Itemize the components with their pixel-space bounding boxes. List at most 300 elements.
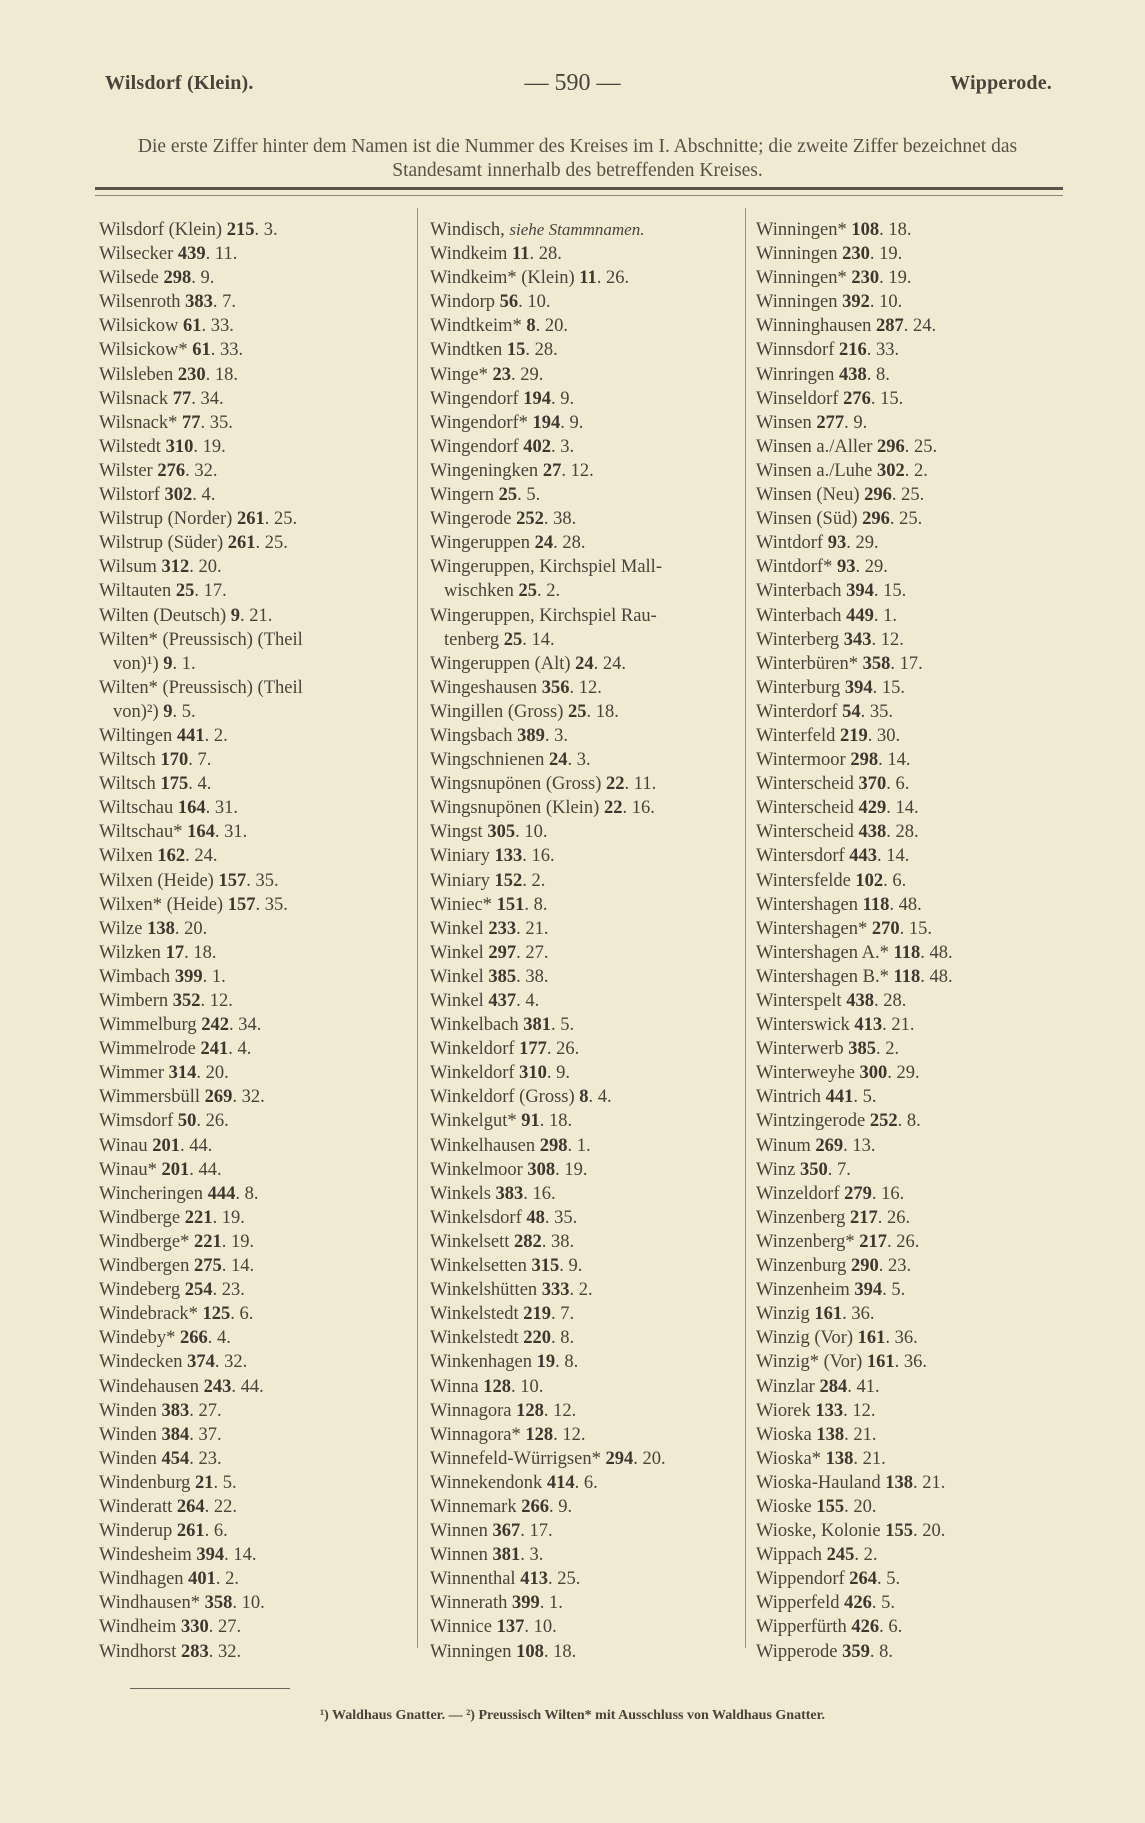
index-entry: Winseldorf 276. 15. bbox=[756, 388, 904, 409]
registry-office-number: 24 bbox=[194, 846, 213, 867]
place-name: Wintershagen B.* bbox=[756, 966, 889, 987]
place-name: Winiec* bbox=[430, 894, 492, 915]
place-name: Wioske bbox=[756, 1496, 812, 1517]
district-number: 118 bbox=[893, 966, 921, 987]
index-entry: Wilxen 162. 24. bbox=[99, 846, 218, 867]
index-entry: Winau* 201. 44. bbox=[99, 1159, 222, 1180]
district-number: 22 bbox=[603, 798, 623, 819]
registry-office-number: 6 bbox=[213, 1521, 224, 1542]
district-number: 133 bbox=[815, 1400, 844, 1421]
district-number: 164 bbox=[187, 822, 215, 843]
index-entry: Winnen 367. 17. bbox=[430, 1521, 553, 1542]
district-number: 201 bbox=[161, 1159, 190, 1180]
place-name: Wilze bbox=[99, 918, 143, 939]
index-entry: Wintrich 441. 5. bbox=[756, 1087, 877, 1108]
district-number: 282 bbox=[514, 1231, 542, 1252]
index-entry: Winz 350. 7. bbox=[756, 1159, 851, 1180]
place-name: Wilsnack* bbox=[99, 412, 178, 433]
index-entry bbox=[99, 676, 409, 700]
place-name: Wingillen (Gross) bbox=[430, 701, 564, 722]
district-number: 252 bbox=[869, 1111, 898, 1132]
district-number: 308 bbox=[527, 1159, 556, 1180]
index-entry: Wippach 245. 2. bbox=[756, 1545, 878, 1566]
registry-office-number: 20 bbox=[642, 1448, 661, 1469]
place-name: Windberge bbox=[99, 1207, 181, 1228]
district-number: 170 bbox=[160, 750, 189, 771]
district-number: 270 bbox=[871, 918, 900, 939]
index-entry: Wilxen (Heide) 157. 35. bbox=[99, 870, 279, 891]
place-name: Wimbach bbox=[99, 966, 171, 987]
district-number: 243 bbox=[203, 1376, 232, 1397]
registry-office-number: 6 bbox=[583, 1472, 594, 1493]
index-entry: Wilsickow 61. 33. bbox=[99, 316, 234, 337]
district-number: 230 bbox=[177, 364, 206, 385]
index-entry: Wingern 25. 5. bbox=[430, 485, 541, 506]
page-number: — 590 — bbox=[524, 70, 621, 96]
index-entry: Winkelsdorf 48. 35. bbox=[430, 1207, 578, 1228]
place-name: Windorp bbox=[430, 292, 496, 313]
place-name: Winkelbach bbox=[430, 1015, 519, 1036]
district-number: 138 bbox=[147, 918, 175, 939]
district-number: 275 bbox=[193, 1256, 222, 1277]
place-name: Winkel bbox=[430, 991, 484, 1011]
district-number: 300 bbox=[859, 1063, 888, 1084]
registry-office-number: 14 bbox=[886, 846, 905, 867]
district-number: 296 bbox=[862, 509, 890, 530]
district-number: 27 bbox=[542, 460, 562, 481]
registry-office-number: 16 bbox=[881, 1183, 900, 1204]
place-name: Windeby* bbox=[99, 1328, 176, 1349]
place-name: Wingeshausen bbox=[430, 677, 538, 698]
index-entry: Windkeim 11. 28. bbox=[430, 244, 562, 265]
place-name: Wingeruppen bbox=[430, 533, 530, 554]
district-number: 118 bbox=[862, 894, 890, 915]
place-name: Wilsum bbox=[99, 557, 157, 578]
index-entry: Wingendorf 402. 3. bbox=[430, 436, 575, 457]
place-name: Winterscheid bbox=[756, 798, 854, 819]
registry-office-number: 9 bbox=[200, 268, 210, 289]
index-entry: Windecken 374. 32. bbox=[99, 1352, 248, 1373]
district-number: 287 bbox=[876, 316, 904, 337]
registry-office-number: 10 bbox=[527, 292, 546, 313]
index-entry: Winzenheim 394. 5. bbox=[756, 1280, 906, 1301]
place-name: Winterbüren* bbox=[756, 653, 858, 674]
registry-office-number: 35 bbox=[209, 412, 229, 433]
registry-office-number: 19 bbox=[888, 268, 907, 289]
place-name: Windkeim* (Klein) bbox=[430, 268, 575, 289]
place-name: Winkel bbox=[430, 966, 484, 987]
registry-office-number: 35 bbox=[264, 894, 284, 915]
index-entry: Wintdorf 93. 29. bbox=[756, 533, 879, 554]
district-number: 77 bbox=[172, 388, 192, 409]
registry-office-number: 44 bbox=[198, 1159, 217, 1180]
place-name: Wintermoor bbox=[756, 750, 846, 771]
place-name: Wiltschau* bbox=[99, 822, 183, 843]
registry-office-number: 20 bbox=[853, 1496, 872, 1517]
place-name: Winkeldorf (Gross) bbox=[430, 1087, 575, 1108]
district-number: 302 bbox=[877, 460, 905, 481]
index-entry: Wilsenroth 383. 7. bbox=[99, 292, 236, 313]
district-number: 230 bbox=[851, 268, 880, 289]
index-entry: Winningen* 108. 18. bbox=[756, 220, 912, 240]
registry-office-number: 36 bbox=[903, 1352, 923, 1373]
place-name: Winkelshütten bbox=[430, 1280, 538, 1301]
district-number: 356 bbox=[541, 677, 570, 698]
district-number: 108 bbox=[516, 1641, 544, 1662]
district-number: 426 bbox=[851, 1617, 880, 1638]
registry-office-number: 21 bbox=[922, 1472, 941, 1493]
district-number: 298 bbox=[539, 1135, 568, 1156]
registry-office-number: 6 bbox=[888, 1617, 898, 1638]
index-entry: Wioske, Kolonie 155. 20. bbox=[756, 1521, 946, 1542]
district-number: 367 bbox=[492, 1521, 521, 1542]
district-number: 23 bbox=[492, 364, 511, 385]
place-name: Winsen a./Luhe bbox=[756, 460, 873, 481]
index-entry: Winzenberg* 217. 26. bbox=[756, 1231, 920, 1252]
index-entry: Wilsecker 439. 11. bbox=[99, 244, 238, 265]
registry-office-number: 29 bbox=[520, 364, 539, 385]
registry-office-number: 12 bbox=[209, 991, 229, 1011]
index-entry: Winkelmoor 308. 19. bbox=[430, 1159, 588, 1180]
registry-office-number: 22 bbox=[213, 1496, 233, 1517]
index-entry: Winkelgut* 91. 18. bbox=[430, 1111, 573, 1132]
registry-office-number: 19 bbox=[221, 1207, 241, 1228]
district-number: 161 bbox=[814, 1304, 843, 1325]
place-name: tenberg bbox=[444, 629, 500, 650]
registry-office-number: 21 bbox=[853, 1424, 872, 1445]
index-entry: Winnsdorf 216. 33. bbox=[756, 340, 900, 361]
index-entry: Winzig* (Vor) 161. 36. bbox=[756, 1352, 928, 1373]
registry-office-number: 34 bbox=[238, 1015, 257, 1036]
registry-office-number: 18 bbox=[214, 364, 234, 385]
district-number: 314 bbox=[168, 1063, 197, 1084]
registry-office-number: 8 bbox=[879, 1641, 889, 1662]
index-entry: Wipperfeld 426. 5. bbox=[756, 1593, 895, 1614]
registry-office-number: 27 bbox=[525, 942, 544, 963]
district-number: 9 bbox=[163, 653, 173, 674]
place-name: Winzenburg bbox=[756, 1256, 847, 1277]
district-number: 230 bbox=[842, 244, 870, 265]
registry-office-number: 9 bbox=[568, 1256, 578, 1277]
district-number: 220 bbox=[523, 1328, 552, 1349]
index-entry: Winkels 383. 16. bbox=[430, 1183, 556, 1204]
registry-office-number: 4 bbox=[216, 1328, 227, 1349]
index-entry: Winterberg 343. 12. bbox=[756, 629, 904, 650]
index-entry: Winterscheid 370. 6. bbox=[756, 774, 910, 795]
registry-office-number: 12 bbox=[880, 629, 900, 650]
registry-office-number: 28 bbox=[534, 340, 554, 361]
index-entry: Winkenhagen 19. 8. bbox=[430, 1352, 579, 1373]
district-number: 358 bbox=[204, 1593, 233, 1614]
registry-office-number: 1 bbox=[181, 653, 191, 674]
registry-office-number: 26 bbox=[606, 268, 625, 289]
district-number: 15 bbox=[506, 340, 526, 361]
district-number: 399 bbox=[511, 1593, 540, 1614]
district-number: 296 bbox=[877, 436, 905, 457]
registry-office-number: 25 bbox=[273, 509, 293, 530]
index-entry: Wilten (Deutsch) 9. 21. bbox=[99, 605, 273, 626]
place-name: Winterburg bbox=[756, 677, 841, 698]
index-entry: Windhagen 401. 2. bbox=[99, 1569, 240, 1590]
registry-office-number: 2 bbox=[225, 1569, 235, 1590]
header-rule-thin bbox=[95, 195, 1063, 196]
place-name: Wiorek bbox=[756, 1400, 811, 1421]
district-number: 454 bbox=[161, 1448, 190, 1469]
place-name: Wiltingen bbox=[99, 725, 173, 746]
place-name: Winningen bbox=[756, 244, 838, 265]
registry-office-number: 11 bbox=[633, 774, 652, 795]
index-entry: Wimsdorf 50. 26. bbox=[99, 1111, 229, 1132]
index-entry: Winge* 23. 29. bbox=[430, 364, 544, 385]
place-name: Winkelsetten bbox=[430, 1256, 527, 1277]
index-entry: Winnice 137. 10. bbox=[430, 1617, 557, 1638]
index-entry: Wingendorf* 194. 9. bbox=[430, 412, 584, 433]
place-name: Windberge* bbox=[99, 1231, 190, 1252]
header-rule-thick bbox=[95, 187, 1063, 190]
index-entry: Windebrack* 125. 6. bbox=[99, 1304, 254, 1325]
registry-office-number: 5 bbox=[891, 1280, 901, 1301]
district-number: 385 bbox=[848, 1039, 876, 1060]
index-entry: Winkelhausen 298. 1. bbox=[430, 1135, 591, 1156]
registry-office-number: 38 bbox=[525, 966, 544, 987]
registry-office-number: 5 bbox=[222, 1472, 233, 1493]
index-entry: Wintershagen A.* 118. 48. bbox=[756, 942, 953, 963]
index-entry: Winna 128. 10. bbox=[430, 1376, 544, 1397]
registry-office-number: 20 bbox=[922, 1521, 941, 1542]
place-name: Winau* bbox=[99, 1159, 157, 1180]
index-entry: Winterbach 394. 15. bbox=[756, 581, 907, 602]
registry-office-number: 9 bbox=[556, 1063, 566, 1084]
registry-office-number: 4 bbox=[597, 1087, 608, 1108]
index-entry: Winterwerb 385. 2. bbox=[756, 1039, 900, 1060]
place-name: Winzenheim bbox=[756, 1280, 850, 1301]
district-number: 9 bbox=[230, 605, 241, 626]
index-entry: Wingeruppen 24. 28. bbox=[430, 533, 586, 554]
district-number: 394 bbox=[844, 677, 873, 698]
index-entry: Wiltsch 175. 4. bbox=[99, 774, 212, 795]
district-number: 449 bbox=[846, 605, 874, 626]
index-entry: Winden 383. 27. bbox=[99, 1400, 222, 1421]
index-entry: Winum 269. 13. bbox=[756, 1135, 876, 1156]
registry-office-number: 41 bbox=[856, 1376, 875, 1397]
district-number: 381 bbox=[492, 1545, 521, 1566]
district-number: 384 bbox=[161, 1424, 190, 1445]
place-name: Winterweyhe bbox=[756, 1063, 855, 1084]
place-name: Wilster bbox=[99, 460, 153, 481]
place-name: Wingendorf* bbox=[430, 412, 528, 433]
district-number: 48 bbox=[526, 1207, 545, 1228]
index-entry: Wingsbach 389. 3. bbox=[430, 725, 568, 746]
index-entry: Winringen 438. 8. bbox=[756, 364, 890, 385]
registry-office-number: 12 bbox=[570, 460, 590, 481]
registry-office-number: 17 bbox=[203, 581, 223, 602]
district-number: 93 bbox=[836, 557, 856, 578]
index-entry: Winkelbach 381. 5. bbox=[430, 1015, 575, 1036]
index-entry: Winkel 297. 27. bbox=[430, 942, 549, 963]
registry-office-number: 38 bbox=[551, 1231, 570, 1252]
district-number: 298 bbox=[850, 750, 879, 771]
place-name: Winterspelt bbox=[756, 991, 842, 1011]
index-entry: tenberg 25. 14. bbox=[444, 629, 555, 650]
place-name: Wilstrup (Süder) bbox=[99, 533, 224, 554]
index-entry: Winzenburg 290. 23. bbox=[756, 1256, 912, 1277]
place-name: Winden bbox=[99, 1400, 157, 1421]
registry-office-number: 1 bbox=[576, 1135, 586, 1156]
registry-office-number: 3 bbox=[560, 436, 570, 457]
registry-office-number: 20 bbox=[205, 1063, 225, 1084]
place-name: Winge* bbox=[430, 364, 488, 385]
index-entry: Winkelstedt 219. 7. bbox=[430, 1304, 575, 1325]
running-header-left: Wilsdorf (Klein). bbox=[105, 72, 254, 94]
place-name: Winderatt bbox=[99, 1496, 173, 1517]
district-number: 284 bbox=[819, 1376, 848, 1397]
place-name: Winiary bbox=[430, 870, 490, 891]
registry-office-number: 44 bbox=[240, 1376, 260, 1397]
registry-office-number: 33 bbox=[210, 316, 230, 337]
index-entry: Wilstrup (Süder) 261. 25. bbox=[99, 533, 288, 554]
registry-office-number: 48 bbox=[929, 966, 948, 987]
index-entry: Wiltingen 441. 2. bbox=[99, 725, 228, 746]
registry-office-number: 25 bbox=[914, 436, 933, 457]
place-name: Wingeningken bbox=[430, 460, 539, 481]
registry-office-number: 35 bbox=[554, 1207, 573, 1228]
place-name: Winiary bbox=[430, 846, 490, 867]
registry-office-number: 26 bbox=[896, 1231, 915, 1252]
index-entry: Windenburg 21. 5. bbox=[99, 1472, 237, 1493]
place-name: Wippach bbox=[756, 1545, 823, 1566]
place-name: Windkeim bbox=[430, 244, 508, 265]
registry-office-number: 29 bbox=[855, 533, 874, 554]
registry-office-number: 33 bbox=[220, 340, 239, 361]
district-number: 24 bbox=[534, 533, 554, 554]
index-entry: Wingschnienen 24. 3. bbox=[430, 750, 591, 771]
district-number: 50 bbox=[177, 1111, 197, 1132]
place-name: Wimmersbüll bbox=[99, 1087, 200, 1108]
registry-office-number: 48 bbox=[929, 942, 948, 963]
place-name: Wioska* bbox=[756, 1448, 822, 1469]
index-column-2 bbox=[430, 218, 740, 1664]
district-number: 266 bbox=[521, 1496, 549, 1517]
index-entry: Wiltschau* 164. 31. bbox=[99, 822, 248, 843]
registry-office-number: 6 bbox=[892, 870, 902, 891]
registry-office-number: 21 bbox=[862, 1448, 882, 1469]
district-number: 374 bbox=[187, 1352, 215, 1373]
place-name: Wingschnienen bbox=[430, 750, 545, 771]
place-name: Wintersdorf bbox=[756, 846, 845, 867]
index-entry: Wimmelrode 241. 4. bbox=[99, 1039, 252, 1060]
index-entry: Wilstrup (Norder) 261. 25. bbox=[99, 509, 298, 530]
district-number: 402 bbox=[523, 436, 552, 457]
district-number: 161 bbox=[857, 1328, 886, 1349]
place-name: Winkelstedt bbox=[430, 1304, 519, 1325]
registry-office-number: 12 bbox=[852, 1400, 871, 1421]
district-number: 298 bbox=[163, 268, 192, 289]
index-entry: Winden 454. 23. bbox=[99, 1448, 222, 1469]
registry-office-number: 4 bbox=[201, 485, 211, 506]
district-number: 11 bbox=[579, 268, 597, 289]
registry-office-number: 14 bbox=[230, 1256, 250, 1277]
place-name: Windbergen bbox=[99, 1256, 190, 1277]
index-entry: Wiorek 133. 12. bbox=[756, 1400, 876, 1421]
index-entry: Winterbach 449. 1. bbox=[756, 605, 898, 626]
district-number: 385 bbox=[488, 966, 517, 987]
registry-office-number: 8 bbox=[560, 1328, 570, 1349]
district-number: 162 bbox=[157, 846, 186, 867]
registry-office-number: 18 bbox=[888, 220, 907, 240]
registry-office-number: 16 bbox=[531, 846, 550, 867]
place-name: Wilten* (Preussisch) (Theil bbox=[99, 677, 303, 698]
district-number: 399 bbox=[174, 966, 203, 987]
place-name: Wilsickow bbox=[99, 316, 179, 337]
place-name: Winnen bbox=[430, 1521, 488, 1542]
district-number: 438 bbox=[846, 991, 874, 1011]
place-name: Winnagora bbox=[430, 1400, 512, 1421]
place-name: Winzig (Vor) bbox=[756, 1328, 854, 1349]
place-name: Winzenberg bbox=[756, 1207, 846, 1228]
index-entry: Wippendorf 264. 5. bbox=[756, 1569, 901, 1590]
registry-office-number: 9 bbox=[569, 412, 579, 433]
place-name: Winkelmoor bbox=[430, 1159, 523, 1180]
place-name: Winkelhausen bbox=[430, 1135, 536, 1156]
place-name: Wimmer bbox=[99, 1063, 165, 1084]
district-number: 261 bbox=[176, 1521, 205, 1542]
place-name: Winderup bbox=[99, 1521, 173, 1542]
index-entry: Wingsnupönen (Klein) 22. 16. bbox=[430, 798, 655, 819]
district-number: 25 bbox=[498, 485, 518, 506]
place-name: Wilsickow* bbox=[99, 340, 188, 361]
district-number: 54 bbox=[842, 701, 861, 722]
registry-office-number: 6 bbox=[895, 774, 905, 795]
index-entry bbox=[430, 218, 740, 242]
index-entry: Winiary 152. 2. bbox=[430, 870, 546, 891]
index-entry: Winderup 261. 6. bbox=[99, 1521, 228, 1542]
registry-office-number: 16 bbox=[631, 798, 651, 819]
place-name: Wintdorf* bbox=[756, 557, 833, 578]
district-number: 261 bbox=[236, 509, 265, 530]
index-entry: Winterdorf 54. 35. bbox=[756, 701, 893, 722]
district-number: 164 bbox=[177, 798, 206, 819]
place-name: Winzlar bbox=[756, 1376, 815, 1397]
place-name: Winningen* bbox=[756, 220, 847, 240]
district-number: 128 bbox=[525, 1424, 554, 1445]
registry-office-number: 18 bbox=[553, 1641, 572, 1662]
index-entry: Winnerath 399. 1. bbox=[430, 1593, 563, 1614]
registry-office-number: 3 bbox=[529, 1545, 539, 1566]
place-name: Windhausen* bbox=[99, 1593, 200, 1614]
place-name: Windisch, bbox=[430, 220, 505, 240]
district-number: 252 bbox=[516, 509, 544, 530]
registry-office-number: 15 bbox=[883, 581, 902, 602]
registry-office-number: 4 bbox=[197, 774, 207, 795]
place-name: Winnsdorf bbox=[756, 340, 835, 361]
registry-office-number: 18 bbox=[595, 701, 615, 722]
index-entry: Winterscheid 429. 14. bbox=[756, 798, 919, 819]
index-entry: Winkelstedt 220. 8. bbox=[430, 1328, 575, 1349]
footnote: ¹) Waldhaus Gnatter. — ²) Preussisch Wilten* mit Ausschluss von Waldhaus Gnatter. bbox=[319, 1708, 826, 1723]
index-entry: Winsen a./Aller 296. 25. bbox=[756, 436, 938, 457]
registry-office-number: 10 bbox=[533, 1617, 553, 1638]
index-entry: Wimbern 352. 12. bbox=[99, 991, 233, 1011]
district-number: 25 bbox=[518, 581, 537, 602]
place-name: Wioske, Kolonie bbox=[756, 1521, 881, 1542]
registry-office-number: 25 bbox=[901, 485, 920, 506]
index-entry: Wipperfürth 426. 6. bbox=[756, 1617, 903, 1638]
registry-office-number: 18 bbox=[193, 942, 212, 963]
place-name: Winkeldorf bbox=[430, 1063, 515, 1084]
registry-office-number: 27 bbox=[198, 1400, 217, 1421]
place-name: Wilsede bbox=[99, 268, 159, 289]
index-entry: Wingeruppen (Alt) 24. 24. bbox=[430, 653, 627, 674]
